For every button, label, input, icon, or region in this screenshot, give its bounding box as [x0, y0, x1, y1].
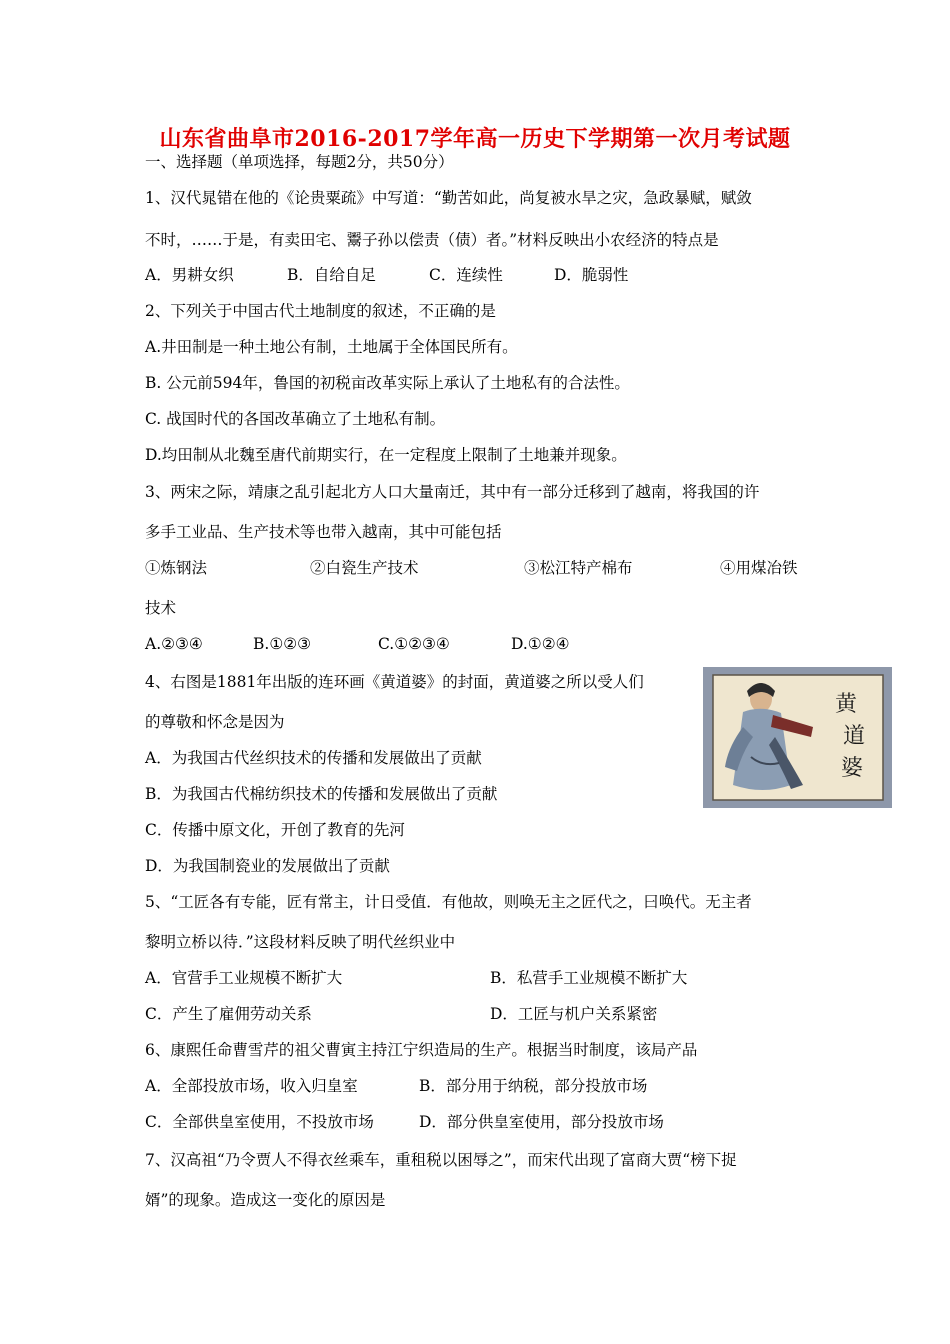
q3-option-c: C.①②③④: [378, 635, 450, 653]
q1-stem-line-2: 不时，……于是，有卖田宅、鬻子孙以偿责（债）者。”材料反映出小农经济的特点是: [145, 231, 719, 249]
q5-option-b: B．私营手工业规模不断扩大: [490, 969, 688, 987]
q4-option-a: A．为我国古代丝织技术的传播和发展做出了贡献: [145, 749, 482, 767]
q3-item-4: ④用煤冶铁: [720, 559, 798, 577]
q6-option-c: C．全部供皇室使用，不投放市场: [145, 1113, 374, 1131]
q3-option-b: B.①②③: [253, 635, 312, 653]
q1-option-d: D．脆弱性: [554, 266, 629, 284]
q6-option-d: D．部分供皇室使用，部分投放市场: [419, 1113, 664, 1131]
q2-option-a: A.井田制是一种土地公有制，土地属于全体国民所有。: [145, 338, 518, 356]
svg-text:黄: 黄: [835, 692, 858, 717]
q4-stem-line-1: 4、右图是1881年出版的连环画《黄道婆》的封面，黄道婆之所以受人们: [145, 673, 644, 691]
q2-option-c: C. 战国时代的各国改革确立了土地私有制。: [145, 410, 446, 428]
q4-option-d: D．为我国制瓷业的发展做出了贡献: [145, 857, 390, 875]
q7-stem-line-1: 7、汉高祖“乃令贾人不得衣丝乘车，重租税以困辱之”，而宋代出现了富商大贾“榜下捉: [145, 1151, 737, 1169]
q5-option-d: D．工匠与机户关系紧密: [490, 1005, 658, 1023]
q6-option-b: B．部分用于纳税，部分投放市场: [419, 1077, 648, 1095]
q1-option-a: A．男耕女织: [145, 266, 234, 284]
q5-stem-line-2: 黎明立桥以待．”这段材料反映了明代丝织业中: [145, 933, 456, 951]
q1-option-c: C．连续性: [429, 266, 503, 284]
q3-item-1: ①炼钢法: [145, 559, 208, 577]
q3-option-a: A.②③④: [145, 635, 203, 653]
q3-item-2: ②白瓷生产技术: [310, 559, 419, 577]
comic-cover-image: [703, 667, 892, 808]
q5-option-c: C．产生了雇佣劳动关系: [145, 1005, 312, 1023]
q5-stem-line-1: 5、“工匠各有专能，匠有常主，计日受值．有他故，则唤无主之匠代之，曰唤代。无主者: [145, 893, 752, 911]
q3-stem-line-2: 多手工业品、生产技术等也带入越南，其中可能包括: [145, 523, 502, 541]
q3-option-d: D.①②④: [511, 635, 570, 653]
q6-stem: 6、康熙任命曹雪芹的祖父曹寅主持江宁织造局的生产。根据当时制度，该局产品: [145, 1041, 698, 1059]
q2-stem: 2、下列关于中国古代土地制度的叙述，不正确的是: [145, 302, 496, 320]
q3-item-3: ③松江特产棉布: [524, 559, 633, 577]
q3-item-4-continued: 技术: [145, 599, 177, 617]
section-heading: 一、选择题（单项选择，每题2分，共50分）: [145, 153, 454, 171]
q1-option-b: B．自给自足: [287, 266, 376, 284]
q3-stem-line-1: 3、两宋之际，靖康之乱引起北方人口大量南迁，其中有一部分迁移到了越南，将我国的许: [145, 483, 760, 501]
q4-option-b: B．为我国古代棉纺织技术的传播和发展做出了贡献: [145, 785, 498, 803]
q1-stem-line-1: 1、汉代晁错在他的《论贵粟疏》中写道：“勤苦如此，尚复被水旱之灾，急政暴赋，赋敛: [145, 189, 752, 207]
exam-title: 山东省曲阜市2016-2017学年高一历史下学期第一次月考试题: [159, 126, 791, 152]
q5-option-a: A．官营手工业规模不断扩大: [145, 969, 343, 987]
q4-stem-line-2: 的尊敬和怀念是因为: [145, 713, 285, 731]
svg-text:道: 道: [843, 724, 866, 749]
q2-option-b: B. 公元前594年，鲁国的初税亩改革实际上承认了土地私有的合法性。: [145, 374, 630, 392]
q4-option-c: C．传播中原文化，开创了教育的先河: [145, 821, 405, 839]
q2-option-d: D.均田制从北魏至唐代前期实行，在一定程度上限制了土地兼并现象。: [145, 446, 627, 464]
svg-text:婆: 婆: [841, 756, 864, 781]
q7-stem-line-2: 婿”的现象。造成这一变化的原因是: [145, 1191, 386, 1209]
q6-option-a: A．全部投放市场，收入归皇室: [145, 1077, 358, 1095]
